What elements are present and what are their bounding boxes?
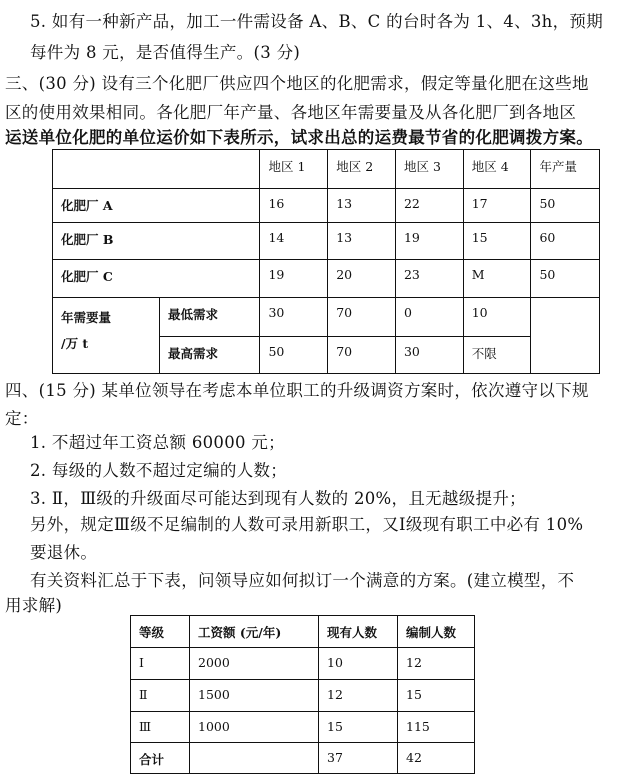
table-row — [53, 260, 600, 298]
table-cell: 60 — [531, 223, 600, 260]
row-label: 化肥厂 A — [53, 189, 260, 223]
table-cell: 2000 — [190, 648, 319, 680]
table-cell: 0 — [395, 298, 463, 337]
table-cell: 12 — [398, 648, 475, 680]
table-cell: 1500 — [190, 680, 319, 712]
table-cell: 13 — [328, 189, 396, 223]
row-label: 化肥厂 B — [53, 223, 260, 260]
table-cell: 115 — [398, 712, 475, 743]
table-cell: 50 — [531, 260, 600, 298]
table-cell: 30 — [395, 337, 463, 374]
table-cell: 14 — [260, 223, 328, 260]
table-row — [131, 680, 475, 712]
table-cell: 10 — [319, 648, 398, 680]
table-cell: 30 — [260, 298, 328, 337]
table-cell — [190, 743, 319, 774]
table-cell: 42 — [398, 743, 475, 774]
table-cell: 19 — [395, 223, 463, 260]
table-cell: 19 — [260, 260, 328, 298]
table-cell: 50 — [531, 189, 600, 223]
prompt-line-2: 用求解) — [5, 596, 63, 615]
q5-line-2: 每件为 8 元，是否值得生产。(3 分) — [30, 43, 301, 62]
header-cell: 地区 4 — [463, 150, 531, 189]
table-row — [53, 189, 600, 223]
header-cell: 等级 — [131, 616, 190, 648]
table-cell: 23 — [395, 260, 463, 298]
max-demand-label: 最高需求 — [160, 337, 260, 374]
table-header-row — [131, 616, 475, 648]
header-cell: 地区 1 — [260, 150, 328, 189]
table-row — [131, 648, 475, 680]
q3-line-2: 区的使用效果相同。各化肥厂年产量、各地区年需要量及从各化肥厂到各地区 — [5, 103, 577, 122]
header-cell: 地区 2 — [328, 150, 396, 189]
q3-line-3: 运送单位化肥的单位运价如下表所示，试求出总的运费最节省的化肥调拨方案。 — [5, 128, 593, 147]
q5-line-1: 5. 如有一种新产品，加工一件需设备 A、B、C 的台时各为 1、4、3h，预期 — [30, 12, 604, 31]
prompt-line-1: 有关资料汇总于下表，问领导应如何拟订一个满意的方案。(建立模型，不 — [30, 571, 575, 590]
rule-3: 3. Ⅱ，Ⅲ级的升级面尽可能达到现有人数的 20%，且无越级提升； — [30, 489, 526, 508]
rule-1: 1. 不超过年工资总额 60000 元； — [30, 433, 285, 452]
table-cell: 70 — [328, 298, 396, 337]
table-cell: 12 — [319, 680, 398, 712]
demand-label-line-2: /万 t — [61, 336, 89, 351]
min-demand-label: 最低需求 — [160, 298, 260, 337]
table-cell: 15 — [463, 223, 531, 260]
rule-4-line-2: 要退休。 — [30, 543, 98, 562]
table-cell: 10 — [463, 298, 531, 337]
table-cell: 16 — [260, 189, 328, 223]
salary-table — [130, 615, 475, 774]
header-cell: 工资额 (元/年) — [190, 616, 319, 648]
table-cell: 37 — [319, 743, 398, 774]
header-cell: 现有人数 — [319, 616, 398, 648]
table-cell: 70 — [328, 337, 396, 374]
demand-label — [53, 298, 160, 374]
table-cell: 合计 — [131, 743, 190, 774]
table-cell: 13 — [328, 223, 396, 260]
table-cell: M — [463, 260, 531, 298]
table-row — [131, 743, 475, 774]
header-cell: 编制人数 — [398, 616, 475, 648]
table-cell: 17 — [463, 189, 531, 223]
rule-2: 2. 每级的人数不超过定编的人数； — [30, 461, 288, 480]
empty-cell — [531, 298, 600, 374]
table-cell: 15 — [398, 680, 475, 712]
table-corner-cell — [53, 150, 260, 189]
table-row — [131, 712, 475, 743]
table-cell: 15 — [319, 712, 398, 743]
table-cell: 不限 — [463, 337, 531, 374]
header-cell: 年产量 — [531, 150, 600, 189]
table-cell: 1000 — [190, 712, 319, 743]
table-cell: 22 — [395, 189, 463, 223]
table-cell: Ⅰ — [131, 648, 190, 680]
q4-line-1: 四、(15 分) 某单位领导在考虑本单位职工的升级调资方案时，依次遵守以下规 — [5, 381, 589, 400]
table-header-row — [53, 150, 600, 189]
table-cell: 20 — [328, 260, 396, 298]
table-cell: Ⅱ — [131, 680, 190, 712]
row-label: 化肥厂 C — [53, 260, 260, 298]
table-row — [53, 223, 600, 260]
table-cell: Ⅲ — [131, 712, 190, 743]
q3-line-1: 三、(30 分) 设有三个化肥厂供应四个地区的化肥需求，假定等量化肥在这些地 — [5, 74, 589, 93]
demand-label-line-1: 年需要量 — [61, 310, 112, 325]
rule-4-line-1: 另外，规定Ⅲ级不足编制的人数可录用新职工，又Ⅰ级现有职工中必有 10% — [30, 515, 584, 534]
table-cell: 50 — [260, 337, 328, 374]
header-cell: 地区 3 — [395, 150, 463, 189]
transport-table — [52, 149, 600, 374]
min-demand-row — [53, 298, 600, 337]
q4-line-2: 定： — [5, 409, 39, 428]
